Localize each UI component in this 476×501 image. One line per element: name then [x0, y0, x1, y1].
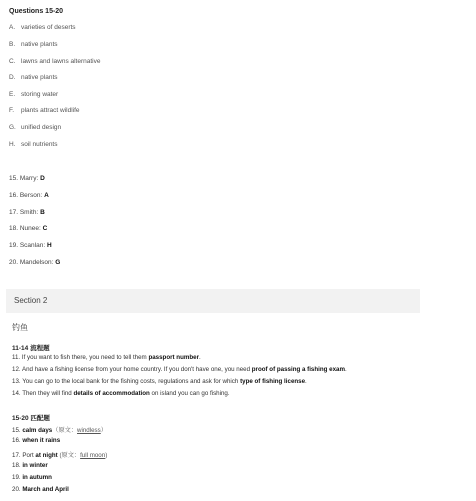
part1-heading: 11-14 流程题: [12, 345, 50, 352]
line-text: on island you can go fishing.: [149, 390, 230, 397]
option-letter: F.: [9, 107, 15, 114]
line-answer: type of fishing license: [240, 378, 306, 385]
option-text: plants attract wildlife: [21, 107, 80, 114]
option-text: native plants: [21, 41, 58, 48]
line-text: 12. And have a fishing license from your home country. If you don't have one, you need: [12, 366, 252, 373]
option-letter: H.: [9, 141, 16, 148]
part1-line-12: [12, 366, 347, 373]
answer-17: [9, 209, 45, 216]
line-answer: calm days: [22, 427, 53, 434]
line-answer: in winter: [22, 462, 48, 469]
section-header: [6, 289, 420, 313]
line-number: 20.: [12, 486, 23, 493]
part2-line-20: [12, 486, 69, 493]
part2-line-17: [12, 450, 107, 459]
answer-label: 17. Smith:: [9, 209, 39, 216]
line-number: 16.: [12, 437, 23, 444]
line-number: 19.: [12, 474, 23, 481]
option-letter: E.: [9, 91, 16, 98]
option-letter: B.: [9, 41, 16, 48]
answer-label: 19. Scanlan:: [9, 242, 46, 249]
part1-line-11: [12, 354, 201, 361]
answer-value: D: [40, 175, 45, 182]
line-answer: March and April: [22, 486, 69, 493]
answer-value: B: [40, 209, 45, 216]
option-b: [9, 41, 58, 48]
option-a: [9, 24, 76, 31]
original-word: windless: [77, 427, 101, 434]
answer-label: 18. Nunee:: [9, 225, 41, 232]
original-word: full moon: [80, 452, 106, 459]
line-text: .: [305, 378, 307, 385]
original-prefix: （原文：: [52, 427, 78, 434]
option-letter: D.: [9, 74, 16, 81]
answer-19: [9, 242, 52, 249]
part1-line-14: [12, 390, 230, 397]
line-answer: at night: [35, 452, 58, 459]
option-text: varieties of deserts: [21, 24, 76, 31]
section-title: Section 2: [14, 296, 48, 305]
answer-value: G: [55, 259, 61, 266]
option-letter: A.: [9, 24, 16, 31]
answer-18: [9, 225, 47, 232]
line-answer: in autumn: [22, 474, 52, 481]
option-d: [9, 74, 58, 81]
answer-15: [9, 175, 45, 182]
option-text: native plants: [21, 74, 58, 81]
original-text: [58, 452, 108, 459]
line-answer: details of accommodation: [73, 390, 150, 397]
part2-line-18: [12, 462, 48, 469]
line-answer: proof of passing a fishing exam: [251, 366, 345, 373]
answer-value: A: [44, 192, 49, 199]
line-number: 15.: [12, 427, 23, 434]
line-text: 11. If you want to fish there, you need to tell them: [12, 354, 149, 361]
option-c: [9, 58, 101, 65]
questions-heading: Questions 15-20: [9, 8, 64, 15]
option-text: lawns and lawns alternative: [21, 58, 101, 65]
answer-value: H: [46, 242, 52, 249]
answer-label: 20. Mandelson:: [9, 259, 54, 266]
line-number: 18.: [12, 462, 23, 469]
option-letter: G.: [9, 124, 16, 131]
line-text: 14. Then they will find: [12, 390, 74, 397]
option-e: [9, 91, 58, 98]
answer-label: 15. Marry:: [9, 175, 39, 182]
option-g: [9, 124, 61, 131]
section-subtitle: 钓鱼: [12, 323, 28, 332]
option-f: [9, 107, 80, 114]
original-prefix: (原文：: [57, 452, 81, 459]
answer-20: [9, 259, 60, 266]
part2-line-16: [12, 437, 60, 444]
answer-value: C: [42, 225, 48, 232]
part1-line-13: [12, 378, 307, 385]
line-answer: passport number: [148, 354, 199, 361]
option-h: [9, 141, 58, 148]
line-text: 13. You can go to the local bank for the fishing costs, regulations and ask for which: [12, 378, 241, 385]
original-suffix: ): [105, 452, 108, 459]
line-text: .: [198, 354, 201, 361]
option-text: soil nutrients: [21, 141, 58, 148]
line-text: .: [344, 366, 347, 373]
option-letter: C.: [9, 58, 16, 65]
option-text: storing water: [21, 91, 59, 98]
original-text: [52, 427, 107, 434]
original-suffix: ）: [100, 427, 107, 434]
answer-16: [9, 192, 49, 199]
line-number: 17. Port: [12, 452, 36, 459]
answer-label: 16. Berson:: [9, 192, 43, 199]
part2-line-19: [12, 474, 52, 481]
line-answer: when it rains: [22, 437, 61, 444]
part2-line-15: [12, 425, 107, 434]
part2-heading: 15-20 匹配题: [12, 415, 50, 422]
option-text: unified design: [21, 124, 62, 131]
